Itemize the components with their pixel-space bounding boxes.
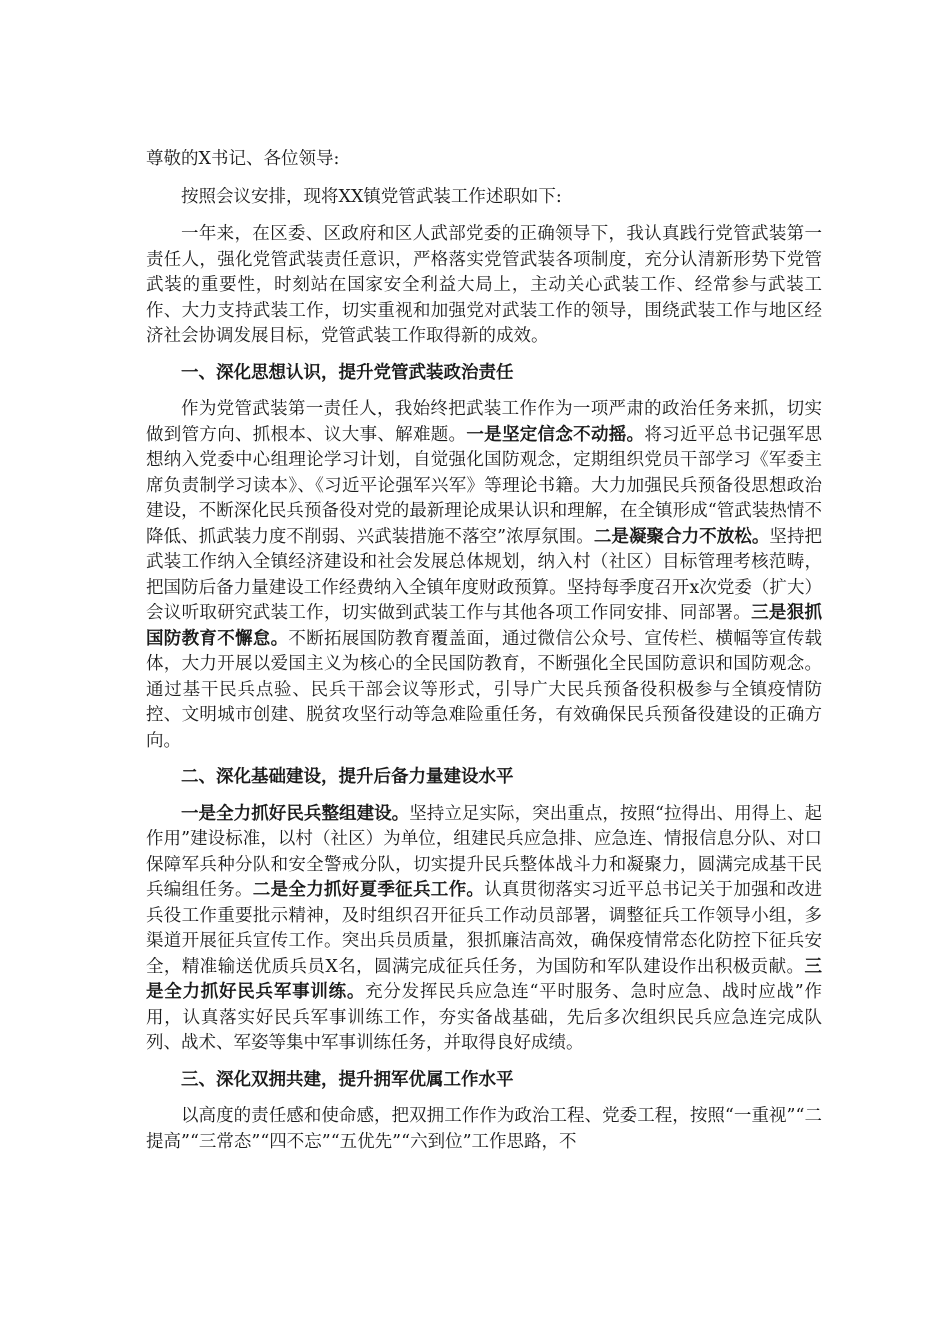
section-2-point-1-text: 坚持立足实际，突出重点，按照“拉得出、用得上、起作用”建设标准，以村（社区）为单位，组建民兵应急排、应急连、情报信息分队、对口保障军兵种分队和安全警戒分队，切实提升民兵整体战斗力和凝聚力，圆满完成基干民兵编组任务。 (146, 803, 823, 900)
section-3-paragraph (146, 1104, 822, 1155)
overview-paragraph: 一年来，在区委、区政府和区人武部党委的正确领导下，我认真践行党管武装第一责任人，强化党管武装责任意识，严格落实党管武装各项制度，充分认清新形势下党管武装的重要性，时刻站在国家安全利益大局上，主动关心武装工作、经常参与武装工作、大力支持武装工作，切实重视和加强党对武装工作的领导，围绕武装工作与地区经济社会协调发展目标，党管武装工作取得新的成效。 (146, 224, 822, 346)
section-2-point-3-title: 三是全力抓好民兵军事训练。 (146, 956, 822, 1002)
section-1-heading: 一、深化思想认识，提升党管武装政治责任 (181, 362, 514, 383)
intro-paragraph: 按照会议安排，现将XX镇党管武装工作述职如下: (181, 186, 562, 207)
section-3-heading: 三、深化双拥共建，提升拥军优属工作水平 (181, 1069, 514, 1090)
section-1-point-3-title: 三是狠抓国防教育不懈怠。 (146, 603, 823, 649)
section-2-heading: 二、深化基础建设，提升后备力量建设水平 (181, 767, 514, 787)
section-1-text-intro: 作为党管武装第一责任人，我始终把武装工作作为一项严肃的政治任务来抓，切实做到管方向、抓根本、议大事、解难题。 (146, 399, 822, 445)
salutation: 尊敬的X书记、各位领导: (146, 149, 340, 169)
section-3-text-intro: 以高度的责任感和使命感，把双拥工作作为政治工程、党委工程，按照“一重视”“二提高”“三常态”“四不忘”“五优先”“六到位”工作思路，不 (146, 1106, 822, 1152)
section-2-point-2-text: 认真贯彻落实习近平总书记关于加强和改进兵役工作重要批示精神，及时组织召开征兵工作动员部署，调整征兵工作领导小组，多渠道开展征兵宣传工作。突出兵员质量，狠抓廉洁高效，确保疫情常态化防控下征兵安全，精准输送优质兵员X名，圆满完成征兵任务，为国防和军队建设作出积极贡献。 (146, 880, 823, 977)
section-2-point-3-text: 充分发挥民兵应急连“平时服务、急时应急、战时应战”作用，认真落实好民兵军事训练工作，夯实备战基础，先后多次组织民兵应急连完成队列、战术、军姿等集中军事训练任务，并取得良好成绩。 (146, 982, 822, 1053)
section-1-paragraph (146, 397, 822, 754)
section-2-point-2-title: 二是全力抓好夏季征兵工作。 (252, 880, 485, 900)
section-1-point-1-text: 将习近平总书记强军思想纳入党委中心组理论学习计划，自觉强化国防观念，定期组织党员干部学习《军委主席负责制学习读本》、《习近平论强军兴军》等理论书籍。大力加强民兵预备役思想政治建设，不断深化民兵预备役对党的最新理论成果认识和理解，在全镇形成“管武装热情不降低、抓武装力度不削弱、兴武装措施不落空”浓厚氛围。 (146, 424, 823, 547)
section-1-point-2-title: 二是凝聚合力不放松。 (593, 526, 770, 547)
section-2-paragraph (146, 802, 822, 1057)
section-2-point-1-title: 一是全力抓好民兵整组建设。 (181, 803, 410, 824)
section-1-point-1-title: 一是坚定信念不动摇。 (466, 424, 645, 445)
section-1-point-2-text: 坚持把武装工作纳入全镇经济建设和社会发展总体规划，纳入村（社区）目标管理考核范畴，把国防后备力量建设工作经费纳入全镇年度财政预算。坚持每季度召开x次党委（扩大）会议听取研究武装工作，切实做到武装工作与其他各项工作同安排、同部署。 (146, 526, 823, 623)
section-1-point-3-text: 不断拓展国防教育覆盖面，通过微信公众号、宣传栏、横幅等宣传载体，大力开展以爱国主义为核心的全民国防教育，不断强化全民国防意识和国防观念。通过基干民兵点验、民兵干部会议等形式，引导广大民兵预备役积极参与全镇疫情防控、文明城市创建、脱贫攻坚行动等急难险重任务，有效确保民兵预备役建设的正确方向。 (146, 628, 823, 751)
